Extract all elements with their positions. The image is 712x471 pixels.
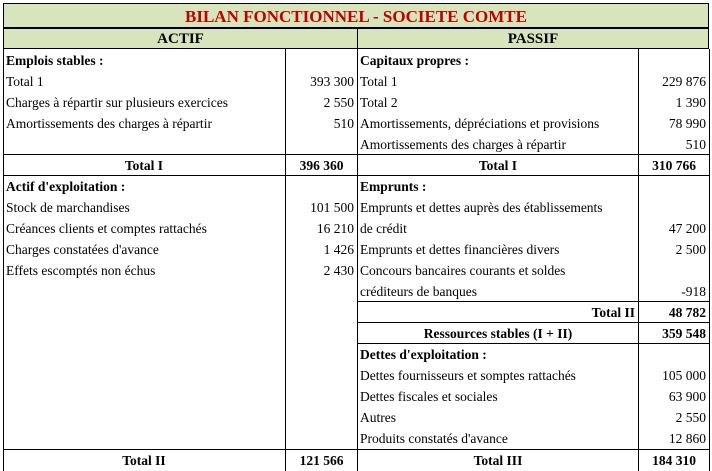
- table-row-value: 16 210: [316, 221, 354, 236]
- table-row-value: 1 426: [323, 242, 354, 257]
- table-row-value: -918: [681, 284, 706, 299]
- ressources-stables-value: 359 548: [662, 326, 706, 341]
- table-row-value: 2 550: [323, 95, 354, 110]
- actif-header: ACTIF: [3, 28, 358, 49]
- grid-line: [3, 49, 4, 471]
- actif-total-ii-value: 121 566: [299, 453, 344, 468]
- table-row-label: Dettes fiscales et sociales: [360, 389, 498, 404]
- passif-total-ii-value: 48 782: [668, 305, 706, 320]
- table-row-label: Charges à répartir sur plusieurs exercices: [6, 95, 229, 110]
- table-row-label: Total 2: [360, 95, 398, 110]
- dettes-exploitation-heading: Dettes d'exploitation :: [360, 347, 487, 362]
- table-row-label: Autres: [360, 410, 396, 425]
- table-row-label: créditeurs de banques: [360, 284, 477, 299]
- actif-total-ii-label: Total II: [122, 453, 166, 468]
- table-row-value: 47 200: [668, 221, 706, 236]
- table-row-value: 2 430: [323, 263, 354, 278]
- table-row-label: Amortissements des charges à répartir: [6, 116, 212, 131]
- table-row-label: Effets escomptés non échus: [6, 263, 156, 278]
- table-row-value: 105 000: [662, 368, 706, 383]
- table-row-label: Concours bancaires courants et soldes: [360, 263, 566, 278]
- emplois-stables-heading: Emplois stables :: [6, 53, 104, 68]
- passif-total-ii-label: Total II: [591, 305, 635, 320]
- grid-line: [709, 49, 710, 471]
- passif-header: PASSIF: [357, 28, 709, 49]
- actif-exploitation-heading: Actif d'exploitation :: [6, 179, 126, 194]
- table-row-value: 2 500: [675, 242, 706, 257]
- table-row-value: [639, 260, 706, 281]
- table-row-label: Amortissements, dépréciations et provisions: [360, 116, 600, 131]
- table-row-value: 510: [333, 116, 354, 131]
- table-row-label: Total 1: [360, 74, 398, 89]
- table-row-value: 2 550: [675, 410, 706, 425]
- table-row-value: [639, 197, 706, 218]
- table-row-value: 63 900: [668, 389, 706, 404]
- table-row-label: Total 1: [6, 74, 44, 89]
- actif-total-i-label: Total I: [124, 158, 164, 173]
- table-row-label: Dettes fournisseurs et somptes rattachés: [360, 368, 576, 383]
- table-row-value: 1 390: [675, 95, 706, 110]
- passif-total-i-value: 310 766: [652, 158, 696, 173]
- table-row-value: 101 500: [310, 200, 354, 215]
- passif-total-i-label: Total I: [478, 158, 518, 173]
- table-row-value: 229 876: [662, 74, 706, 89]
- emprunts-heading: Emprunts :: [360, 179, 427, 194]
- actif-total-i-value: 396 360: [299, 158, 344, 173]
- table-row-label: Produits constatés d'avance: [360, 431, 508, 446]
- passif-total-iii-value: 184 310: [652, 453, 696, 468]
- table-row-value: 393 300: [310, 74, 354, 89]
- table-row-label: Créances clients et comptes rattachés: [6, 221, 207, 236]
- capitaux-propres-heading: Capitaux propres :: [360, 53, 470, 68]
- table-row-value: 78 990: [668, 116, 706, 131]
- table-row-label: de crédit: [360, 221, 407, 236]
- table-row-label: Charges constatées d'avance: [6, 242, 159, 257]
- table-row-label: Amortissements des charges à répartir: [360, 137, 566, 152]
- table-row-value: 12 860: [668, 431, 706, 446]
- table-row-value: 510: [685, 137, 706, 152]
- table-row-label: Emprunts et dettes auprès des établissements: [360, 200, 603, 215]
- table-row-label: Emprunts et dettes financières divers: [360, 242, 560, 257]
- table-row-label: Stock de marchandises: [6, 200, 130, 215]
- passif-total-iii-label: Total III: [473, 453, 523, 468]
- grid-line: [357, 49, 358, 471]
- ressources-stables-label: Ressources stables (I + II): [423, 326, 573, 341]
- sheet-title: BILAN FONCTIONNEL - SOCIETE COMTE: [3, 3, 709, 28]
